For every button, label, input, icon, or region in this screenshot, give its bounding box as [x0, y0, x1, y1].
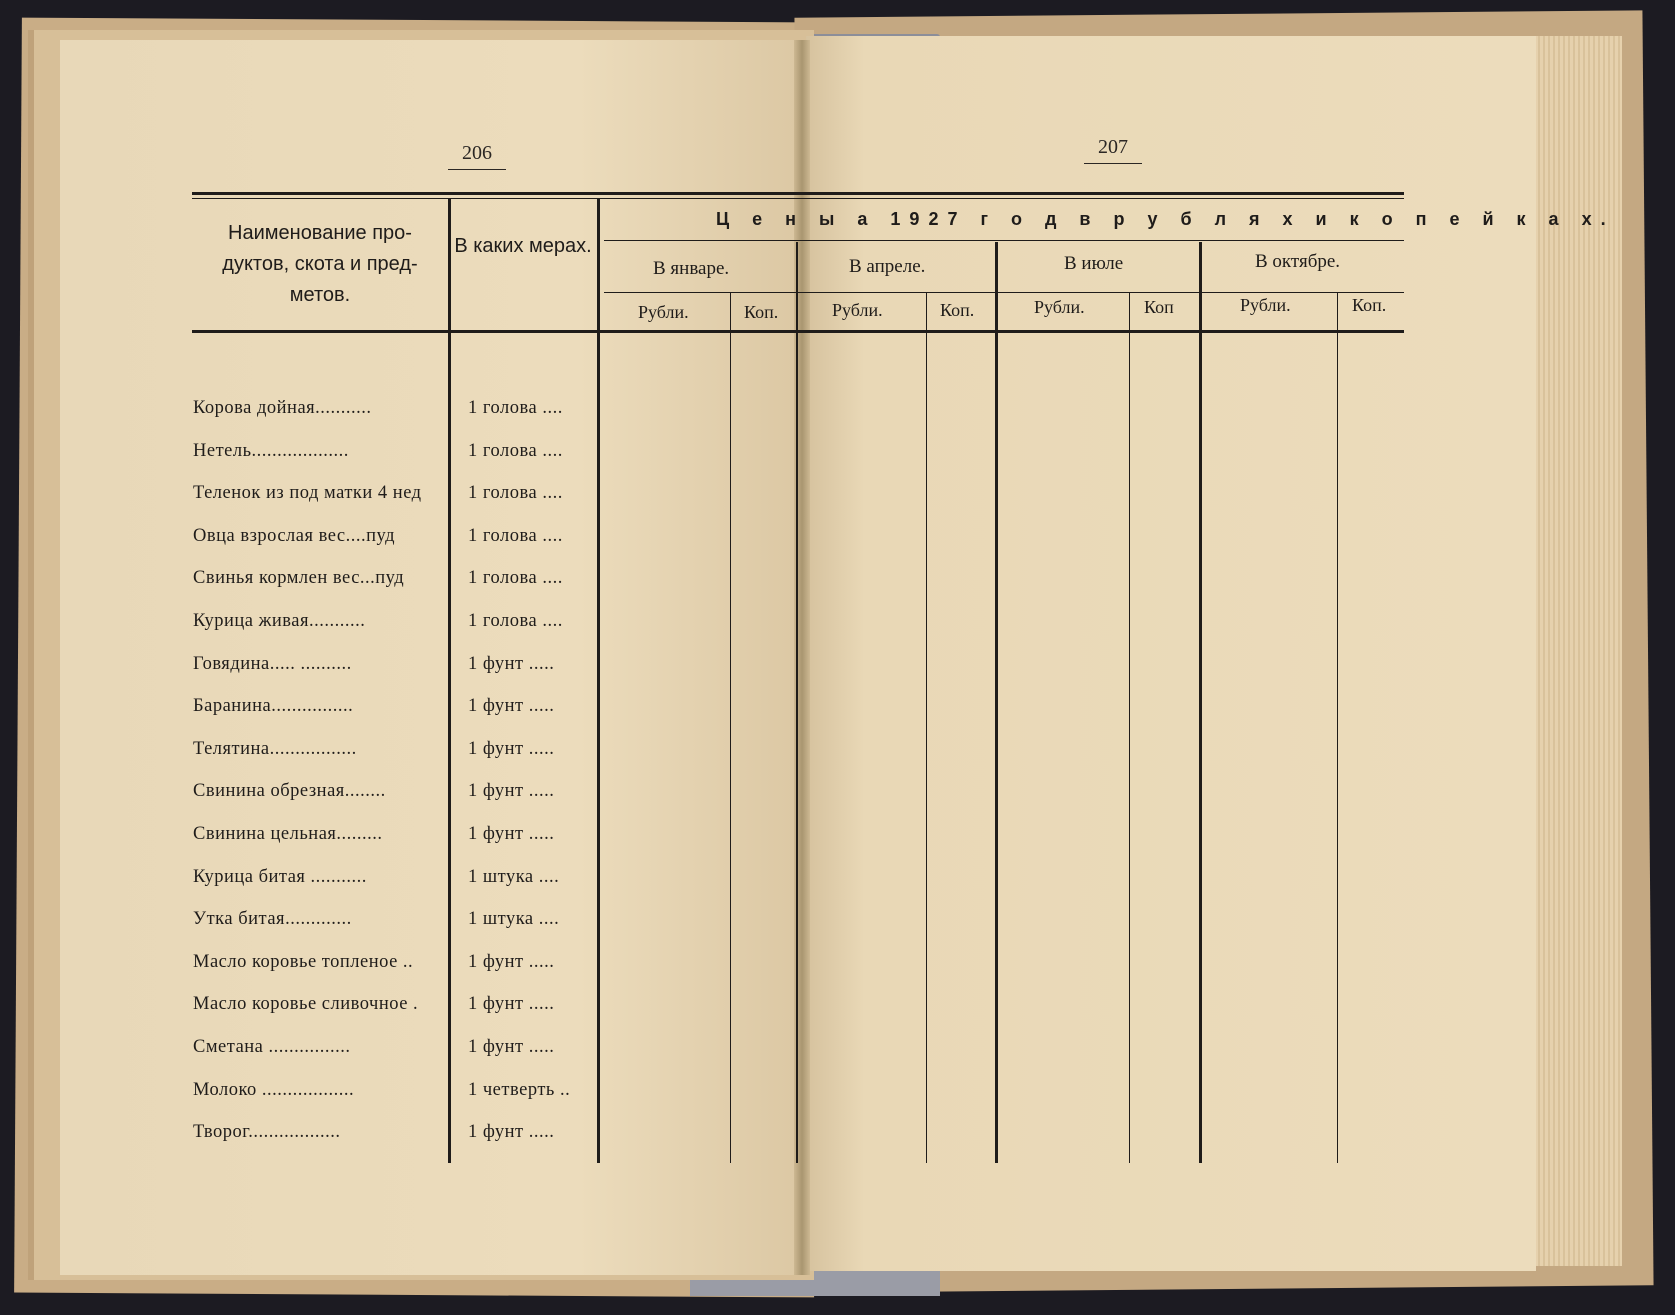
col-rule-oct-kop [1337, 292, 1338, 1163]
row-unit: 1 фунт ..... [468, 696, 555, 716]
sub-jan-rubles: Рубли. [638, 302, 689, 322]
banner-underline [604, 240, 1404, 241]
row-product-name: Молоко .................. [193, 1080, 355, 1100]
row-unit: 1 фунт ..... [468, 1122, 555, 1142]
row-product-name: Свинина цельная......... [193, 824, 383, 844]
month-april: В апреле. [849, 256, 926, 277]
row-product-name: Курица живая........... [193, 611, 366, 631]
row-product-name: Творог.................. [193, 1122, 341, 1142]
col-rule-jan-apr [796, 242, 798, 1163]
row-product-name: Масло коровье топленое .. [193, 952, 414, 972]
col-rule-unit-prices [597, 198, 600, 1163]
page-number-left: 206 [448, 142, 506, 170]
row-unit: 1 голова .... [468, 568, 563, 588]
header-bottom-rule [192, 330, 1404, 333]
row-product-name: Телятина................. [193, 739, 357, 759]
row-product-name: Корова дойная........... [193, 398, 372, 418]
row-unit: 1 голова .... [468, 441, 563, 461]
month-july: В июле [1064, 253, 1124, 274]
sub-jul-rubles: Рубли. [1034, 297, 1085, 317]
row-unit: 1 четверть .. [468, 1080, 571, 1100]
header-product-name: Наименование про-дуктов, скота и пред-метов. [222, 222, 418, 306]
row-unit: 1 фунт ..... [468, 1037, 555, 1057]
month-underline [604, 292, 1404, 293]
row-product-name: Теленок из под матки 4 нед [193, 483, 422, 503]
sub-oct-rubles: Рубли. [1240, 295, 1291, 315]
row-unit: 1 штука .... [468, 867, 560, 887]
row-product-name: Сметана ................ [193, 1037, 351, 1057]
row-product-name: Курица битая ........... [193, 867, 367, 887]
col-rule-jul-oct [1199, 242, 1202, 1163]
sub-jul-kopecks: Коп [1144, 297, 1174, 317]
col-rule-jan-kop [730, 292, 731, 1163]
row-unit: 1 голова .... [468, 611, 563, 631]
row-product-name: Масло коровье сливочное . [193, 994, 419, 1014]
row-unit: 1 голова .... [468, 483, 563, 503]
row-unit: 1 фунт ..... [468, 994, 555, 1014]
col-rule-name-unit [448, 198, 451, 1163]
page-number-right: 207 [1084, 136, 1142, 164]
sub-oct-kopecks: Коп. [1352, 295, 1387, 315]
top-rule-thick [192, 192, 1404, 195]
row-product-name: Свинина обрезная........ [193, 781, 386, 801]
row-product-name: Нетель................... [193, 441, 349, 461]
row-unit: 1 фунт ..... [468, 781, 555, 801]
month-january: В январе. [653, 258, 730, 279]
top-rule-thin [192, 198, 1404, 199]
row-unit: 1 голова .... [468, 398, 563, 418]
row-product-name: Утка битая............. [193, 909, 352, 929]
row-product-name: Говядина..... .......... [193, 654, 352, 674]
row-unit: 1 голова .... [468, 526, 563, 546]
col-rule-apr-jul [995, 242, 998, 1163]
sub-apr-rubles: Рубли. [832, 300, 883, 320]
row-unit: 1 фунт ..... [468, 654, 555, 674]
col-rule-apr-kop [926, 292, 927, 1163]
col-rule-jul-kop [1129, 292, 1130, 1163]
row-product-name: Овца взрослая вес....пуд [193, 526, 396, 546]
row-product-name: Свинья кормлен вес...пуд [193, 568, 405, 588]
row-unit: 1 фунт ..... [468, 824, 555, 844]
month-october: В октябре. [1255, 251, 1341, 272]
header-prices-banner: Ц е н ы а 1927 г о д в р у б л я х и к о п е й к а х. [716, 209, 1615, 229]
header-units: В каких мерах. [454, 235, 592, 257]
row-unit: 1 штука .... [468, 909, 560, 929]
row-unit: 1 фунт ..... [468, 739, 555, 759]
sub-apr-kopecks: Коп. [940, 300, 975, 320]
row-product-name: Баранина................ [193, 696, 354, 716]
row-unit: 1 фунт ..... [468, 952, 555, 972]
sub-jan-kopecks: Коп. [744, 302, 779, 322]
